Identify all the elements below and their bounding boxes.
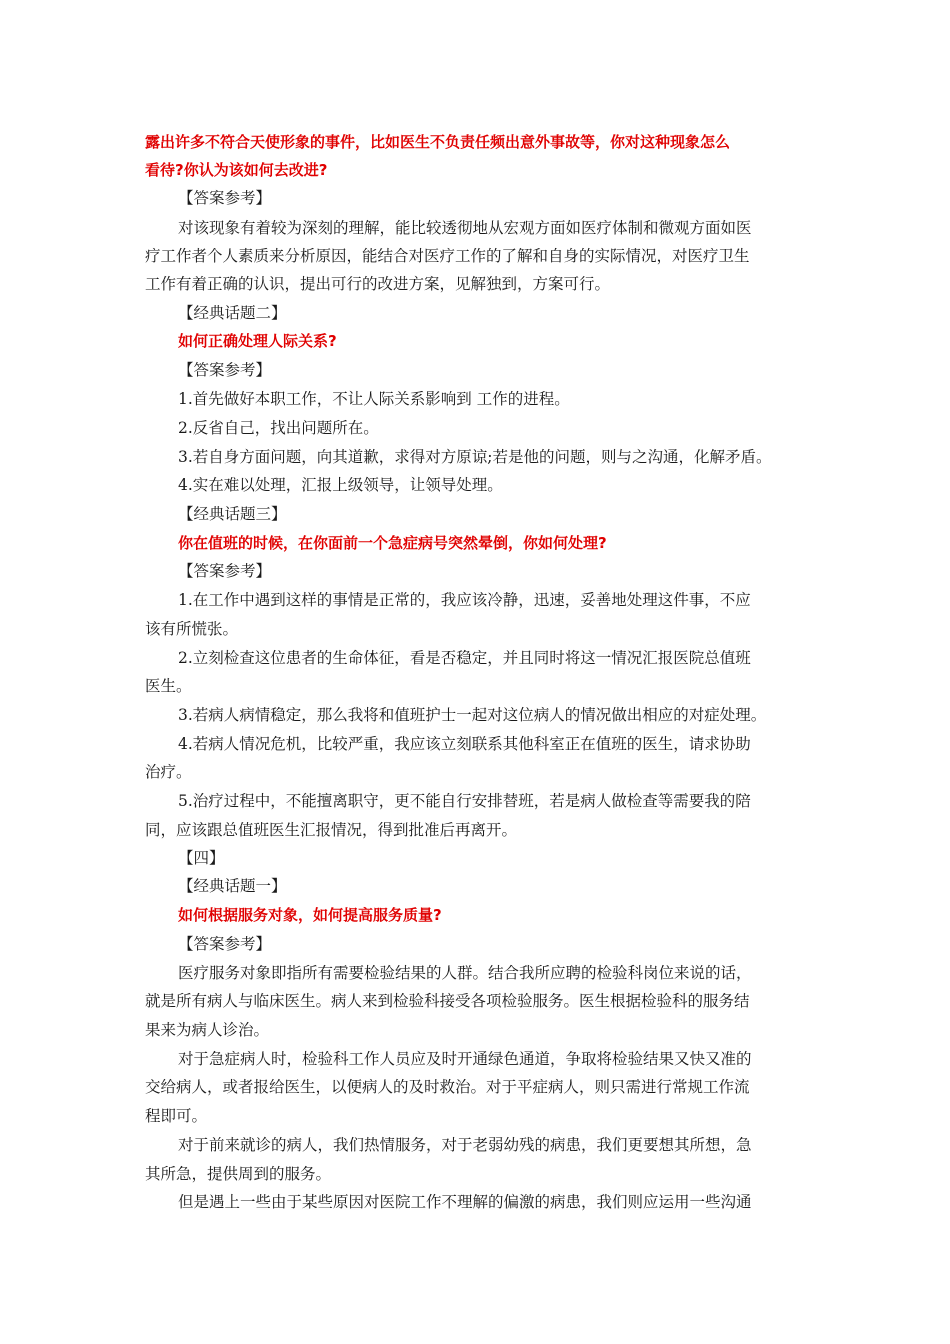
list-item: 4.实在难以处理，汇报上级领导，让领导处理。 [178, 476, 503, 494]
list-item: 2.反省自己，找出问题所在。 [178, 419, 379, 437]
topic-heading: 【经典话题二】 [178, 304, 287, 322]
answer-heading: 【答案参考】 [178, 189, 272, 207]
list-item: 同，应该跟总值班医生汇报情况，得到批准后再离开。 [145, 821, 518, 839]
paragraph-line: 医疗服务对象即指所有需要检验结果的人群。结合我所应聘的检验科岗位来说的话， [178, 964, 752, 982]
list-item: 5.治疗过程中，不能擅离职守，更不能自行安排替班，若是病人做检查等需要我的陪 [178, 792, 751, 810]
list-item: 3.若自身方面问题，向其道歉，求得对方原谅;若是他的问题，则与之沟通，化解矛盾。 [178, 448, 772, 466]
list-item: 2.立刻检查这位患者的生命体征，看是否稳定，并且同时将这一情况汇报医院总值班 [178, 649, 751, 667]
question-line: 看待?你认为该如何去改进? [145, 161, 328, 179]
paragraph-line: 交给病人，或者报给医生，以便病人的及时救治。对于平症病人，则只需进行常规工作流 [145, 1078, 750, 1096]
list-item: 医生。 [145, 677, 192, 695]
list-item: 4.若病人情况危机，比较严重，我应该立刻联系其他科室正在值班的医生，请求协助 [178, 735, 751, 753]
paragraph-line: 但是遇上一些由于某些原因对医院工作不理解的偏激的病患，我们则应运用一些沟通 [178, 1193, 752, 1211]
paragraph-line: 对于前来就诊的病人，我们热情服务，对于老弱幼残的病患，我们更要想其所想，急 [178, 1136, 752, 1154]
paragraph-line: 就是所有病人与临床医生。病人来到检验科接受各项检验服务。医生根据检验科的服务结 [145, 992, 750, 1010]
list-item: 3.若病人病情稳定，那么我将和值班护士一起对这位病人的情况做出相应的对症处理。 [178, 706, 767, 724]
question-line: 如何正确处理人际关系? [178, 332, 337, 350]
question-line: 你在值班的时候，在你面前一个急症病号突然晕倒，你如何处理? [178, 534, 607, 552]
topic-heading: 【经典话题三】 [178, 505, 287, 523]
answer-heading: 【答案参考】 [178, 935, 272, 953]
paragraph-line: 对于急症病人时，检验科工作人员应及时开通绿色通道，争取将检验结果又快又准的 [178, 1050, 752, 1068]
answer-heading: 【答案参考】 [178, 562, 272, 580]
answer-heading: 【答案参考】 [178, 361, 272, 379]
paragraph-line: 果来为病人诊治。 [145, 1021, 270, 1039]
section-heading: 【四】 [178, 849, 225, 867]
paragraph-line: 工作有着正确的认识，提出可行的改进方案，见解独到，方案可行。 [145, 275, 611, 293]
paragraph-line: 对该现象有着较为深刻的理解，能比较透彻地从宏观方面如医疗体制和微观方面如医 [178, 219, 752, 237]
question-line: 露出许多不符合天使形象的事件，比如医生不负责任频出意外事故等，你对这种现象怎么 [145, 133, 731, 151]
paragraph-line: 其所急，提供周到的服务。 [145, 1165, 332, 1183]
topic-heading: 【经典话题一】 [178, 877, 287, 895]
paragraph-line: 疗工作者个人素质来分析原因，能结合对医疗工作的了解和自身的实际情况，对医疗卫生 [145, 247, 750, 265]
list-item: 该有所慌张。 [145, 620, 239, 638]
question-line: 如何根据服务对象，如何提高服务质量? [178, 906, 442, 924]
paragraph-line: 程即可。 [145, 1107, 208, 1125]
list-item: 治疗。 [145, 763, 192, 781]
list-item: 1.在工作中遇到这样的事情是正常的，我应该冷静，迅速，妥善地处理这件事，不应 [178, 591, 751, 609]
list-item: 1.首先做好本职工作，不让人际关系影响到 工作的进程。 [178, 390, 570, 408]
